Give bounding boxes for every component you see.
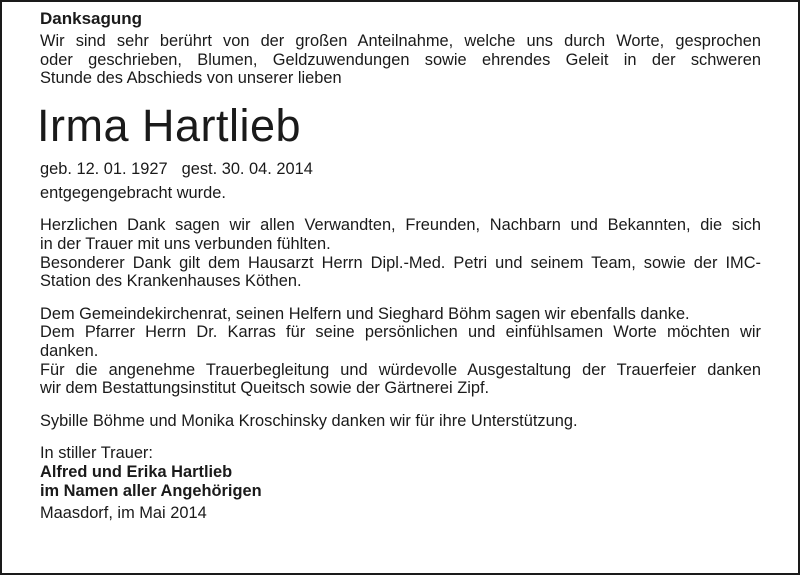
place-date: Maasdorf, im Mai 2014: [40, 504, 207, 523]
intro-line: Wir sind sehr berührt von der großen Anteilnahme, welche uns durch Worte, gesprochen: [40, 32, 761, 50]
mourning-label: In stiller Trauer:: [40, 444, 153, 463]
paragraph-line: in der Trauer mit uns verbunden fühlten.: [40, 234, 331, 253]
signatories: Alfred und Erika Hartlieb: [40, 462, 233, 481]
thanks-paragraph-3: Sybille Böhme und Monika Kroschinsky danken wir für ihre Unterstützung.: [40, 411, 578, 430]
obituary-notice: [37, 9, 761, 523]
received-line: entgegengebracht wurde.: [40, 183, 226, 202]
intro-line: oder geschrieben, Blumen, Geldzuwendungen sowie ehrendes Geleit in der schweren: [40, 50, 761, 69]
paragraph-line: Besonderer Dank gilt dem Hausarzt Herrn Dipl.-Med. Petri und seinem Team, sowie der IMC-: [40, 253, 761, 272]
thanks-paragraph-1: [40, 216, 761, 290]
intro-paragraph: [40, 32, 761, 88]
paragraph-line: Für die angenehme Trauerbegleitung und würdevolle Ausgestaltung der Trauerfeier danken: [40, 360, 761, 379]
death-date: gest. 30. 04. 2014: [181, 159, 313, 178]
notice-heading: Danksagung: [40, 9, 143, 28]
paragraph-line: wir dem Bestattungsinstitut Queitsch sowie der Gärtnerei Zipf.: [40, 379, 490, 398]
thanks-paragraph-2: [40, 305, 761, 398]
paragraph-line: danken.: [40, 341, 99, 360]
birth-date: geb. 12. 01. 1927: [40, 159, 168, 178]
on-behalf-line: im Namen aller Angehörigen: [40, 481, 262, 500]
paragraph-line: Herzlichen Dank sagen wir allen Verwandten, Freunden, Nachbarn und Bekannten, die sich: [40, 216, 761, 235]
paragraph-line: Dem Gemeindekirchenrat, seinen Helfern und Sieghard Böhm sagen wir ebenfalls danke.: [40, 304, 690, 323]
deceased-name: Irma Hartlieb: [37, 99, 302, 151]
paragraph-line: Dem Pfarrer Herrn Dr. Karras für seine persönlichen und einfühlsamen Worte möchten wir: [40, 323, 761, 342]
paragraph-line: Station des Krankenhauses Köthen.: [40, 272, 302, 291]
life-dates: [40, 160, 761, 179]
intro-line: Stunde des Abschieds von unserer lieben: [40, 69, 342, 88]
